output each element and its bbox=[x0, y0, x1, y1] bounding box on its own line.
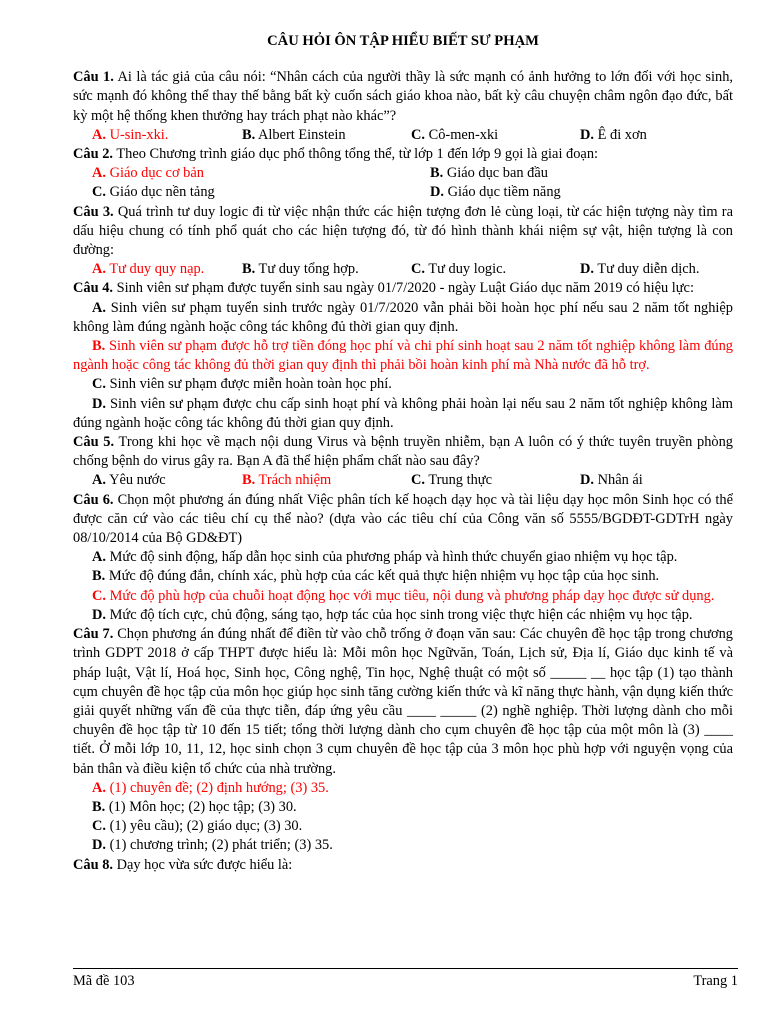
option-letter: C. bbox=[92, 818, 106, 835]
question-label: Câu 1. bbox=[73, 69, 114, 86]
question-8 bbox=[73, 856, 733, 875]
option-letter: A. bbox=[92, 261, 106, 278]
option-b bbox=[73, 567, 733, 586]
option-a bbox=[73, 260, 242, 279]
question-6 bbox=[73, 491, 733, 549]
question-label: Câu 5. bbox=[73, 434, 115, 451]
question-label: Câu 8. bbox=[73, 856, 113, 873]
option-letter: A. bbox=[92, 779, 106, 796]
options-row bbox=[73, 126, 733, 145]
option-a bbox=[73, 299, 733, 337]
option-b bbox=[73, 798, 733, 817]
option-letter: D. bbox=[580, 472, 594, 489]
question-text: Quá trình tư duy logic đi từ việc nhận thức các hiện tượng đơn lẻ cùng loại, từ các hiện tượng này tìm ra dấu hiệu chung có tính phổ quát cho các hiện tượng đó, từ đó hình thành khái niệm sự vật, hiện tượng là con đường: bbox=[73, 203, 733, 259]
option-b bbox=[73, 337, 733, 375]
option-c bbox=[73, 375, 733, 394]
option-a bbox=[73, 164, 430, 183]
option-letter: B. bbox=[430, 165, 444, 182]
option-letter: B. bbox=[92, 568, 106, 585]
option-a bbox=[73, 779, 733, 798]
exam-code: Mã đề 103 bbox=[73, 973, 135, 989]
option-letter: A. bbox=[92, 165, 106, 182]
option-c bbox=[411, 260, 580, 279]
question-label: Câu 6. bbox=[73, 491, 114, 508]
option-c bbox=[73, 587, 733, 606]
question-text: Trong khi học về mạch nội dung Virus và bệnh truyền nhiễm, bạn A luôn có ý thức tuyên truyền phòng chống bệnh do virus gây ra. Bạn A đã thể hiện phẩm chất nào sau đây? bbox=[73, 434, 733, 470]
option-a bbox=[73, 126, 242, 145]
page-footer bbox=[73, 968, 738, 991]
options-row bbox=[73, 260, 733, 279]
option-text: Sinh viên sư phạm được chu cấp sinh hoạt phí và không phải hoàn lại nếu sau 2 năm tốt nghiệp không làm đúng ngành hoặc công tác không đủ thời gian quy định. bbox=[73, 395, 733, 431]
option-d bbox=[73, 606, 733, 625]
option-letter: D. bbox=[430, 184, 444, 201]
option-b bbox=[242, 471, 411, 490]
options-row bbox=[73, 164, 733, 183]
option-letter: C. bbox=[411, 261, 425, 278]
option-letter: B. bbox=[242, 472, 256, 489]
question-7 bbox=[73, 625, 733, 779]
option-text: Albert Einstein bbox=[258, 126, 346, 143]
option-b bbox=[242, 260, 411, 279]
option-text: Mức độ tích cực, chủ động, sáng tạo, hợp tác của học sinh trong việc thực hiện các nhiệm vụ học tập. bbox=[109, 606, 693, 623]
page-title: CÂU HỎI ÔN TẬP HIỂU BIẾT SƯ PHẠM bbox=[267, 33, 539, 49]
option-text: Nhân ái bbox=[597, 472, 643, 489]
option-text: Tư duy tổng hợp. bbox=[258, 261, 359, 278]
option-text: Giáo dục cơ bản bbox=[109, 165, 204, 182]
option-d bbox=[580, 471, 733, 490]
option-letter: A. bbox=[92, 549, 106, 566]
question-label: Câu 7. bbox=[73, 626, 114, 643]
option-text: Trách nhiệm bbox=[258, 472, 332, 489]
option-text: Mức độ đúng đắn, chính xác, phù hợp của các kết quả thực hiện nhiệm vụ học tập của học sinh. bbox=[108, 568, 660, 585]
option-text: Sinh viên sư phạm được hỗ trợ tiền đóng học phí và chi phí sinh hoạt sau 2 năm tốt nghiệp không làm đúng ngành hoặc công tác không đủ thời gian quy định thì phải bồi hoàn kinh phí mà Nhà nước đã hỗ trợ. bbox=[73, 338, 733, 374]
option-text: Mức độ sinh động, hấp dẫn học sinh của phương pháp và hình thức chuyển giao nhiệm vụ học tập. bbox=[109, 549, 678, 566]
option-c bbox=[73, 817, 733, 836]
option-text: Sinh viên sư phạm được miễn hoàn toàn học phí. bbox=[109, 376, 392, 393]
option-d bbox=[73, 395, 733, 433]
option-a bbox=[73, 471, 242, 490]
page-number: Trang 1 bbox=[693, 973, 738, 989]
option-c bbox=[73, 183, 430, 202]
option-text: (1) Môn học; (2) học tập; (3) 30. bbox=[108, 798, 297, 815]
option-letter: C. bbox=[411, 126, 425, 143]
option-text: Tư duy quy nạp. bbox=[109, 261, 205, 278]
option-c bbox=[411, 126, 580, 145]
option-letter: A. bbox=[92, 299, 106, 316]
question-text: Dạy học vừa sức được hiểu là: bbox=[116, 856, 293, 873]
exam-page bbox=[73, 32, 733, 875]
option-letter: D. bbox=[92, 606, 106, 623]
option-text: Giáo dục nền tảng bbox=[109, 184, 215, 201]
option-letter: B. bbox=[92, 338, 106, 355]
option-b bbox=[242, 126, 411, 145]
options-row bbox=[73, 183, 733, 202]
option-letter: B. bbox=[242, 261, 256, 278]
option-text: Trung thực bbox=[428, 472, 492, 489]
option-text: Yêu nước bbox=[109, 472, 166, 489]
option-letter: C. bbox=[411, 472, 425, 489]
option-text: Tư duy diễn dịch. bbox=[597, 261, 700, 278]
question-label: Câu 2. bbox=[73, 146, 113, 163]
options-row bbox=[73, 471, 733, 490]
option-text: Giáo dục ban đầu bbox=[446, 165, 548, 182]
option-text: Ê đi xơn bbox=[597, 126, 647, 143]
question-3 bbox=[73, 203, 733, 261]
option-a bbox=[73, 548, 733, 567]
option-letter: D. bbox=[580, 261, 594, 278]
option-letter: A. bbox=[92, 472, 106, 489]
question-text: Ai là tác giả của câu nói: “Nhân cách của người thầy là sức mạnh có ảnh hưởng to lớn đối với học sinh, sức mạnh đó không thể thay thế bằng bất kỳ cuốn sách giáo khoa nào, bất kỳ câu chuyện châm ngôn đạo đức, bất kỳ một hệ thống khen thưởng hay trách phạt nào khác”? bbox=[73, 69, 733, 124]
option-letter: C. bbox=[92, 587, 106, 604]
option-text: Tư duy logic. bbox=[428, 261, 507, 278]
option-text: Cô-men-xki bbox=[428, 126, 499, 143]
option-text: (1) chuyên đề; (2) định hướng; (3) 35. bbox=[109, 779, 329, 796]
option-d bbox=[73, 836, 733, 855]
option-letter: B. bbox=[92, 798, 106, 815]
option-letter: B. bbox=[242, 126, 256, 143]
option-c bbox=[411, 471, 580, 490]
question-label: Câu 4. bbox=[73, 280, 113, 297]
option-d bbox=[430, 183, 733, 202]
option-text: U-sin-xki. bbox=[109, 126, 169, 143]
option-text: Giáo dục tiềm năng bbox=[447, 184, 561, 201]
option-letter: D. bbox=[580, 126, 594, 143]
option-d bbox=[580, 126, 733, 145]
question-text: Chọn phương án đúng nhất để điền từ vào chỗ trống ở đoạn văn sau: Các chuyên đề học tập trong chương trình GDPT 2018 ở cấp THPT được hiểu là: Mỗi môn học Ngữvăn, Toán, Lịch sử, Địa lí, Giáo dục kinh tế và pháp luật, Vật lí, Hoá học, Sinh học, Công nghệ, Tin học, Nghệ thuật có một số _____ __ học tập (1) tạo thành cụm chuyên đề học tập của môn học giúp học sinh tăng cường kiến thức và kĩ năng thực hành, vận dụng kiến thức giải quyết những vấn đề của thực tiễn, đáp ứng yêu cầu ____ _____ (2) nghề nghiệp. Thời lượng dành cho mỗi chuyên đề học tập từ 10 đến 15 tiết; tổng thời lượng dành cho cụm chuyên đề học tập của một môn là (3) ____ tiết. Ở mỗi lớp 10, 11, 12, học sinh chọn 3 cụm chuyên đề học tập của 3 môn học phù hợp với nguyện vọng của bản thân và điều kiện tổ chức của nhà trường. bbox=[73, 626, 733, 777]
option-letter: A. bbox=[92, 126, 106, 143]
question-text: Theo Chương trình giáo dục phổ thông tổng thể, từ lớp 1 đến lớp 9 gọi là giai đoạn: bbox=[116, 146, 599, 163]
question-label: Câu 3. bbox=[73, 203, 114, 220]
option-text: Sinh viên sư phạm tuyển sinh trước ngày 01/7/2020 vẫn phải bồi hoàn học phí nếu sau 2 năm tốt nghiệp không làm đúng ngành hoặc công tác không đủ thời gian quy định. bbox=[73, 299, 733, 335]
option-letter: C. bbox=[92, 376, 106, 393]
question-text: Chọn một phương án đúng nhất Việc phân tích kế hoạch dạy học và tài liệu dạy học môn Sinh học có thể được căn cứ vào các tiêu chí cụ thể nào? (dựa vào các tiêu chí của Công văn số 5555/BGDĐT-GDTrH ngày 08/10/2014 của Bộ GD&ĐT) bbox=[73, 491, 733, 547]
option-letter: D. bbox=[92, 837, 106, 854]
question-text: Sinh viên sư phạm được tuyển sinh sau ngày 01/7/2020 - ngày Luật Giáo dục năm 2019 có hiệu lực: bbox=[116, 280, 694, 297]
option-text: (1) chương trình; (2) phát triển; (3) 35. bbox=[109, 837, 333, 854]
question-2 bbox=[73, 145, 733, 164]
option-letter: D. bbox=[92, 395, 106, 412]
option-b bbox=[430, 164, 733, 183]
question-5 bbox=[73, 433, 733, 471]
question-4 bbox=[73, 279, 733, 298]
option-letter: C. bbox=[92, 184, 106, 201]
option-d bbox=[580, 260, 733, 279]
option-text: (1) yêu cầu); (2) giáo dục; (3) 30. bbox=[109, 818, 303, 835]
option-text: Mức độ phù hợp của chuỗi hoạt động học với mục tiêu, nội dung và phương pháp dạy học được sử dụng. bbox=[109, 587, 715, 604]
question-1 bbox=[73, 68, 733, 126]
